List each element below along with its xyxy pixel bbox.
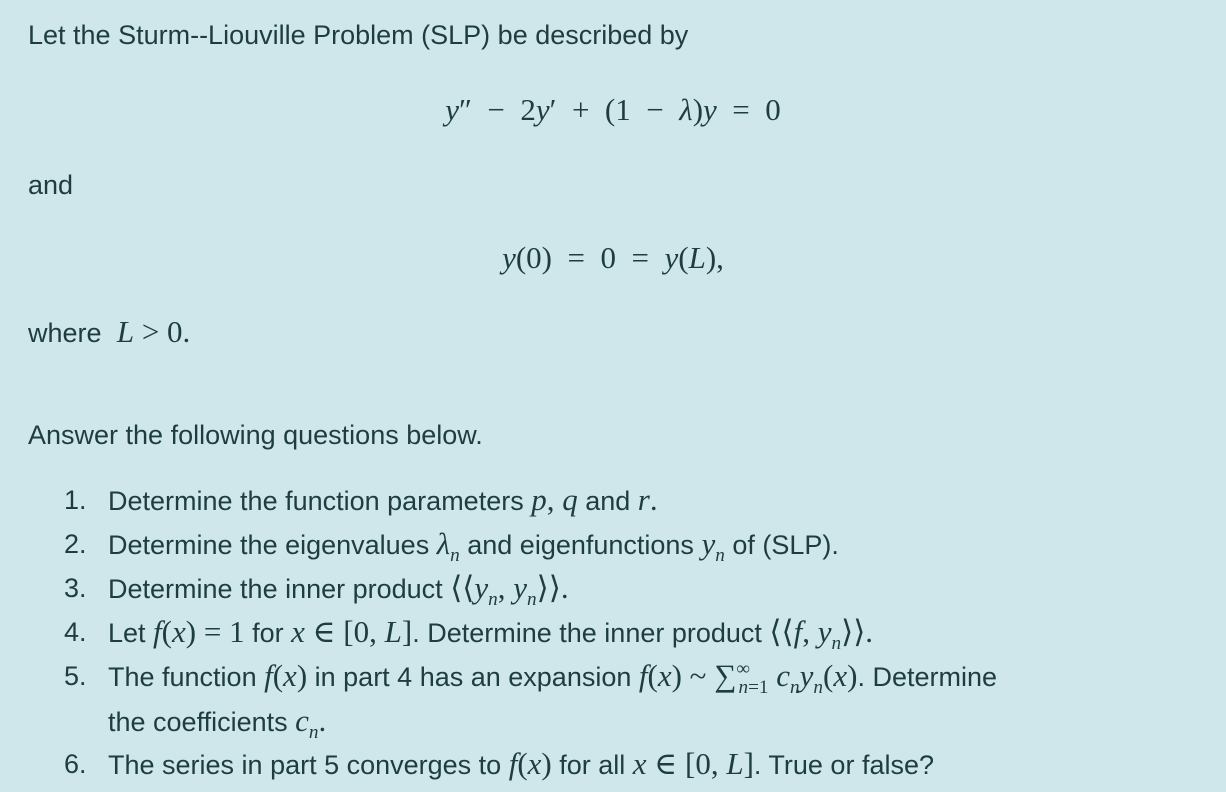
question-list: [64, 478, 1214, 786]
question-1-math-pq: p, q: [531, 482, 578, 517]
question-2-math-yn: $y_n$: [701, 526, 725, 567]
question-2-text-c: of (SLP).: [724, 530, 839, 560]
question-number: 5.: [64, 661, 87, 691]
question-5-math-expansion: f(x) ~ $\sum^\infty_{n=1}$ $c_ny_n(x)$: [638, 658, 858, 699]
question-number: 4.: [64, 617, 87, 647]
question-1: [64, 478, 1214, 522]
question-6-math-interval: x ∈ [0, L]: [632, 746, 754, 781]
question-number: 1.: [64, 485, 87, 515]
question-6-text-b: for all: [551, 750, 633, 780]
where-text: where: [28, 318, 102, 348]
question-number: 2.: [64, 529, 87, 559]
question-4-text-c: . Determine the inner product: [412, 618, 770, 648]
differential-equation: y″ − 2y′ + (1 − λ)y = 0: [445, 92, 781, 127]
question-2-math-lambda: $\lambda_n$: [436, 526, 460, 567]
question-1-math-r: r.: [637, 482, 658, 517]
question-3-math-inner-product: $⟨⟨y_n$, $y_n⟩⟩$.: [450, 570, 569, 611]
question-1-text-a: Determine the function parameters: [108, 486, 532, 516]
question-5-math-cn: $c_n$.: [295, 703, 327, 744]
answer-prompt: Answer the following questions below.: [28, 420, 483, 450]
question-4-math-interval: x ∈ [0, L]: [291, 614, 413, 649]
question-6: [64, 742, 1214, 786]
question-2-text-a: Determine the eigenvalues: [108, 530, 437, 560]
question-2: [64, 522, 1214, 566]
l-positive-math: L > 0.: [116, 314, 191, 349]
question-3: [64, 566, 1214, 610]
question-4-text-a: Let: [108, 618, 154, 648]
question-3-text-a: Determine the inner product: [108, 574, 451, 604]
question-4-math-f-def: f(x) = 1: [153, 614, 245, 649]
question-4-math-inner-product: ⟨⟨f, $y_n⟩⟩$.: [769, 614, 874, 655]
question-5-text-c: . Determine: [857, 662, 998, 692]
question-4-text-b: for: [244, 618, 292, 648]
intro-text: Let the Sturm--Liouville Problem (SLP) be described by: [28, 20, 689, 50]
question-5-text-d: the coefficients: [108, 707, 296, 737]
question-number: 3.: [64, 573, 87, 603]
question-5-text-a: The function: [108, 662, 265, 692]
question-number: 6.: [64, 749, 87, 779]
question-6-text-c: . True or false?: [753, 750, 934, 780]
where-condition: [28, 314, 190, 350]
question-2-text-b: and eigenfunctions: [459, 530, 702, 560]
question-6-math-f: f(x): [508, 746, 552, 781]
boundary-conditions: y(0) = 0 = y(L),: [502, 240, 724, 275]
question-6-text-a: The series in part 5 converges to: [108, 750, 509, 780]
question-1-text-b: and: [577, 486, 638, 516]
and-text: and: [28, 170, 74, 200]
question-4: [64, 610, 1214, 654]
question-5-math-f: f(x): [264, 658, 308, 693]
question-5-text-b: in part 4 has an expansion: [307, 662, 639, 692]
question-5: [64, 654, 1214, 742]
